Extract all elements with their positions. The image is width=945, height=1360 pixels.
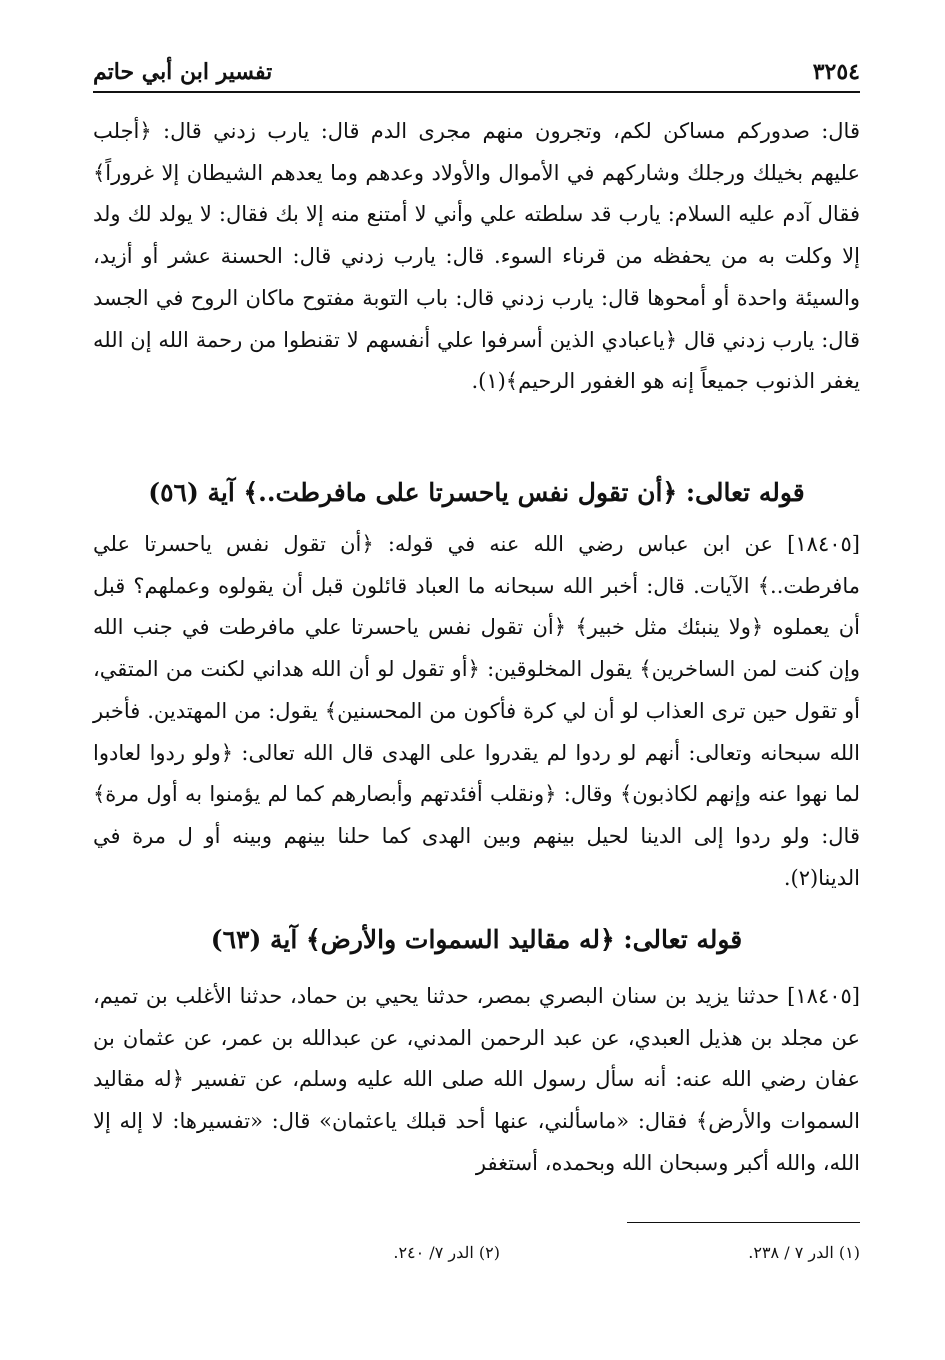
footnote-divider [627,1222,860,1223]
page-number: ٣٢٥٤ [812,59,860,85]
paragraph-narration-2 [93,976,860,1185]
section-heading-verse-63: قوله تعالى: ﴿له مقاليد السموات والأرض﴾ آية (٦٣) [210,925,743,954]
footnote-1: (١) الدر ٧ / ٢٣٨. [748,1243,860,1262]
section-heading-verse-56: قوله تعالى: ﴿أن تقول نفس ياحسرتا على مافرطت..﴾ آية (٥٦) [148,478,805,507]
header-divider [93,91,860,93]
paragraph-text: [١٨٤٠٥] عن ابن عباس رضي الله عنه في قوله: ﴿أن تقول نفس ياحسرتا علي مافرطت..﴾ الآيات. قال: أخبر الله سبحانه ما العباد قائلون قبل أن يقولوه وعملهم؟ قبل أن يعملوه ﴿ولا ينبئك مثل خبير﴾ ﴿أن تقول نفس ياحسرتا علي مافرطت في جنب الله وإن كنت لمن الساخرين﴾ يقول المخلوقين: ﴿أو تقول لو أن الله هداني لكنت من المتقي، أو تقول حين ترى العذاب لو أن لي كرة فأكون من المحسنين﴾ يقول: من المهتدين. فأخبر الله سبحانه وتعالى: أنهم لو ردوا لم يقدروا على الهدى قال الله تعالى: ﴿ولو ردوا لعادوا لما نهوا عنه وإنهم لكاذبون﴾ وقال: ﴿ونقلب أفئدتهم وأبصارهم كما لم يؤمنوا به أول مرة﴾ قال: ولو ردوا إلى الدينا لحيل بينهم وبين الهدى كما حلنا بينهم وبينه أو ل مرة في الدينا(٢). [93,532,861,890]
page-header [93,52,860,92]
paragraph-text: قال: صدوركم مساكن لكم، وتجرون منهم مجرى الدم قال: يارب زدني قال: ﴿أجلب عليهم بخيلك ورجلك وشاركهم في الأموال والأولاد وعدهم وما يعدهم الشيطان إلا غروراً﴾ فقال آدم عليه السلام: يارب قد سلطته علي وأني لا أمتنع منه إلا بك فقال: لا يولد لك ولد إلا وكلت به من يحفظه من قرناء السوء. قال: يارب زدني قال: الحسنة عشر أو أزيد، والسيئة واحدة أو أمحوها قال: يارب زدني قال: باب التوبة مفتوح ماكان الروح في الجسد قال: يارب زدني قال ﴿ياعبادي الذين أسرفوا علي أنفسهم لا تقنطوا من رحمة الله إن الله يغفر الذنوب جميعاً إنه هو الغفور الرحيم﴾(١). [93,119,860,394]
paragraph-narration-1 [93,524,860,899]
footnotes [93,1238,860,1268]
book-title: تفسير ابن أبي حاتم [93,59,273,85]
paragraph-text: [١٨٤٠٥] حدثنا يزيد بن سنان البصري بمصر، حدثنا يحيي بن حماد، حدثنا الأغلب بن تميم، عن مجلد بن هذيل العبدي، عن عبد الرحمن المدني، عن عبدالله بن عمر، عن عثمان بن عفان رضي الله عنه: أنه سأل رسول الله صلى الله عليه وسلم، عن تفسير ﴿له مقاليد السموات والأرض﴾ فقال: «ماسألني، عنها أحد قبلك ياعثمان» قال: «تفسيرها: لا إله إلا الله، والله أكبر وسبحان الله وبحمده، أستغفر [93,984,860,1175]
paragraph-continuation [93,111,860,403]
footnote-2: (٢) الدر ٧/ ٢٤٠. [393,1243,500,1262]
